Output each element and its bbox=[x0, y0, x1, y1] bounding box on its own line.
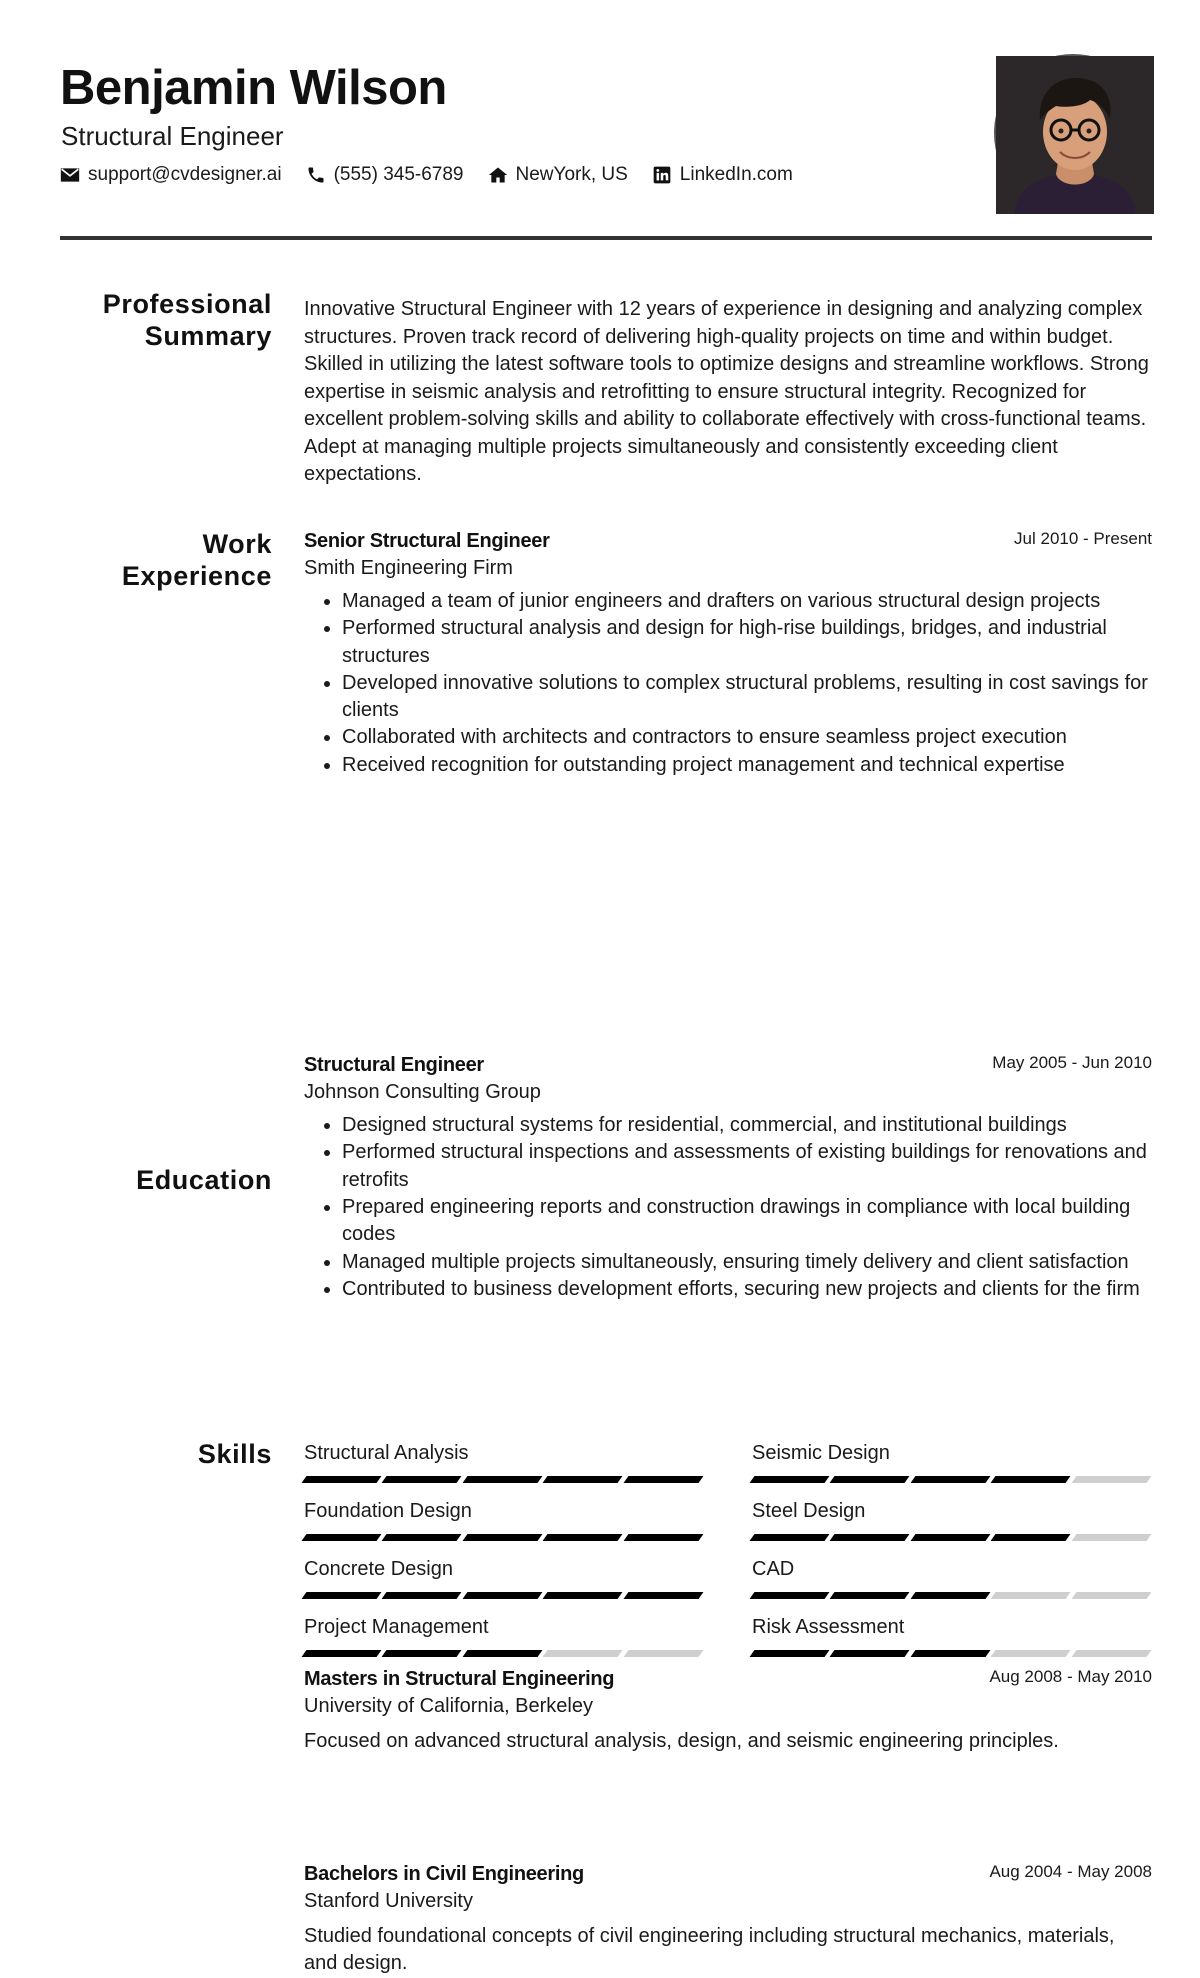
resume-header bbox=[60, 58, 1152, 238]
skill-segment-filled bbox=[830, 1476, 910, 1483]
skill-item bbox=[752, 1556, 1154, 1599]
skill-name: Seismic Design bbox=[752, 1442, 890, 1464]
skill-segment-filled bbox=[623, 1534, 703, 1541]
experience-heading-line1: Work bbox=[202, 529, 272, 559]
job-company: Smith Engineering Firm bbox=[304, 557, 513, 579]
job-bullet: • Performed structural analysis and design for high-rise buildings, bridges, and industrial structures bbox=[342, 615, 1152, 670]
contact-location bbox=[488, 164, 628, 186]
skill-level-bar bbox=[304, 1534, 706, 1541]
skill-level-bar bbox=[752, 1534, 1154, 1541]
skill-segment-empty bbox=[543, 1650, 623, 1657]
skill-segment-filled bbox=[830, 1592, 910, 1599]
skill-segment-empty bbox=[1071, 1592, 1151, 1599]
job-dates: Jul 2010 - Present bbox=[1014, 529, 1152, 548]
skill-segment-filled bbox=[302, 1476, 382, 1483]
skill-segment-empty bbox=[623, 1650, 703, 1657]
job-bullet: • Performed structural inspections and assessments of existing buildings for renovations and retrofits bbox=[342, 1139, 1152, 1194]
skill-name: Steel Design bbox=[752, 1500, 866, 1522]
skill-segment-filled bbox=[462, 1534, 542, 1541]
skill-item bbox=[304, 1498, 706, 1541]
profile-photo bbox=[994, 54, 1152, 212]
job-bullet: • Prepared engineering reports and construction drawings in compliance with local building codes bbox=[342, 1194, 1152, 1249]
summary-heading-line1: Professional bbox=[102, 289, 272, 319]
skill-level-bar bbox=[752, 1650, 1154, 1657]
location-text: NewYork, US bbox=[515, 164, 628, 185]
job-bullet: • Contributed to business development efforts, securing new projects and clients for the firm bbox=[342, 1276, 1152, 1303]
skill-segment-filled bbox=[302, 1650, 382, 1657]
skill-segment-filled bbox=[830, 1534, 910, 1541]
candidate-name: Benjamin Wilson bbox=[60, 61, 447, 115]
school-name: Stanford University bbox=[304, 1889, 473, 1912]
education-heading: Education bbox=[136, 1165, 272, 1195]
skill-name: CAD bbox=[752, 1558, 795, 1580]
job-bullets bbox=[304, 1112, 1152, 1303]
skill-segment-filled bbox=[623, 1476, 703, 1483]
candidate-title: Structural Engineer bbox=[61, 121, 284, 151]
education-description: Studied foundational concepts of civil engineering including structural mechanics, materials, and design. bbox=[304, 1924, 1115, 1975]
experience-heading-line2: Experience bbox=[121, 561, 272, 591]
skill-item bbox=[304, 1556, 706, 1599]
skill-segment-filled bbox=[750, 1476, 830, 1483]
skill-segment-filled bbox=[302, 1592, 382, 1599]
skill-item bbox=[304, 1614, 706, 1657]
skill-segment-filled bbox=[462, 1592, 542, 1599]
skill-segment-filled bbox=[910, 1650, 990, 1657]
header-divider bbox=[60, 236, 1152, 240]
avatar-illustration bbox=[996, 56, 1154, 214]
email-text[interactable]: support@cvdesigner.ai bbox=[88, 164, 282, 185]
skill-name: Project Management bbox=[304, 1616, 489, 1638]
skill-segment-empty bbox=[1071, 1650, 1151, 1657]
skill-segment-filled bbox=[382, 1592, 462, 1599]
education-entry bbox=[304, 1666, 1152, 1756]
skill-segment-filled bbox=[910, 1534, 990, 1541]
skill-segment-filled bbox=[543, 1592, 623, 1599]
summary-heading bbox=[60, 288, 272, 352]
skill-level-bar bbox=[752, 1476, 1154, 1483]
degree-title: Bachelors in Civil Engineering bbox=[304, 1862, 584, 1885]
skill-segment-empty bbox=[991, 1650, 1071, 1657]
skill-segment-filled bbox=[750, 1650, 830, 1657]
skill-segment-filled bbox=[382, 1534, 462, 1541]
job-bullet: • Designed structural systems for residential, commercial, and institutional buildings bbox=[342, 1112, 1152, 1139]
linkedin-icon bbox=[652, 165, 672, 185]
summary-heading-line2: Summary bbox=[144, 321, 272, 351]
skill-segment-empty bbox=[1071, 1476, 1151, 1483]
skill-segment-filled bbox=[830, 1650, 910, 1657]
skill-name: Concrete Design bbox=[304, 1558, 453, 1580]
skill-segment-filled bbox=[623, 1592, 703, 1599]
job-title: Senior Structural Engineer bbox=[304, 530, 550, 552]
skill-segment-filled bbox=[462, 1476, 542, 1483]
experience-heading bbox=[60, 528, 272, 592]
skill-segment-empty bbox=[1071, 1534, 1151, 1541]
skill-segment-filled bbox=[382, 1476, 462, 1483]
skill-segment-filled bbox=[991, 1534, 1071, 1541]
skill-segment-filled bbox=[543, 1534, 623, 1541]
education-dates: Aug 2004 - May 2008 bbox=[989, 1861, 1152, 1881]
skill-level-bar bbox=[304, 1476, 706, 1483]
job-entry bbox=[304, 1052, 1152, 1303]
skills-heading: Skills bbox=[197, 1439, 272, 1469]
contact-phone[interactable] bbox=[306, 164, 464, 186]
job-bullet: • Managed a team of junior engineers and drafters on various structural design projects bbox=[342, 588, 1152, 615]
skill-segment-filled bbox=[543, 1476, 623, 1483]
skill-level-bar bbox=[752, 1592, 1154, 1599]
education-entry bbox=[304, 1861, 1152, 1978]
skill-item bbox=[752, 1440, 1154, 1483]
skill-segment-filled bbox=[910, 1592, 990, 1599]
skill-segment-filled bbox=[910, 1476, 990, 1483]
education-description: Focused on advanced structural analysis, design, and seismic engineering principles. bbox=[304, 1730, 1059, 1753]
linkedin-text[interactable]: LinkedIn.com bbox=[679, 164, 793, 185]
skill-item bbox=[304, 1440, 706, 1483]
skill-segment-empty bbox=[991, 1592, 1071, 1599]
skill-segment-filled bbox=[991, 1476, 1071, 1483]
skill-segment-filled bbox=[382, 1650, 462, 1657]
degree-title: Masters in Structural Engineering bbox=[304, 1668, 615, 1691]
job-bullet: • Received recognition for outstanding project management and technical expertise bbox=[342, 752, 1152, 779]
education-dates: Aug 2008 - May 2010 bbox=[989, 1667, 1152, 1687]
phone-text[interactable]: (555) 345-6789 bbox=[333, 164, 464, 185]
skill-level-bar bbox=[304, 1592, 706, 1599]
contact-email[interactable] bbox=[60, 164, 282, 186]
skill-name: Structural Analysis bbox=[304, 1442, 469, 1464]
skill-segment-filled bbox=[750, 1592, 830, 1599]
skill-name: Risk Assessment bbox=[752, 1616, 905, 1638]
job-title: Structural Engineer bbox=[304, 1054, 484, 1077]
skill-level-bar bbox=[304, 1650, 706, 1657]
job-bullet: • Developed innovative solutions to complex structural problems, resulting in cost savings for clients bbox=[342, 670, 1152, 725]
skill-name: Foundation Design bbox=[304, 1500, 472, 1522]
skill-segment-filled bbox=[750, 1534, 830, 1541]
job-bullet: • Managed multiple projects simultaneously, ensuring timely delivery and client satisfaction bbox=[342, 1249, 1152, 1276]
school-name: University of California, Berkeley bbox=[304, 1695, 593, 1718]
summary-text: Innovative Structural Engineer with 12 years of experience in designing and analyzing complex structures. Proven track record of delivering high-quality projects on time and within budget. Skilled in utilizing the latest software tools to optimize designs and streamline workflows. Strong expertise in seismic analysis and retrofitting to ensure structural integrity. Recognized for excellent problem-solving skills and ability to collaborate effectively with cross-functional teams. Adept at managing multiple projects simultaneously and consistently exceeding client expectations. bbox=[304, 298, 1149, 485]
job-entry bbox=[304, 528, 1152, 779]
skill-segment-filled bbox=[302, 1534, 382, 1541]
envelope-icon bbox=[60, 165, 80, 185]
contact-linkedin[interactable] bbox=[652, 164, 793, 186]
job-company: Johnson Consulting Group bbox=[304, 1081, 541, 1104]
job-bullet: • Collaborated with architects and contractors to ensure seamless project execution bbox=[342, 724, 1152, 751]
skill-item bbox=[752, 1614, 1154, 1657]
home-icon bbox=[488, 165, 508, 185]
contact-row bbox=[60, 164, 817, 186]
phone-icon bbox=[306, 165, 326, 185]
skill-item bbox=[752, 1498, 1154, 1541]
job-dates: May 2005 - Jun 2010 bbox=[992, 1053, 1152, 1073]
job-bullets bbox=[304, 588, 1152, 779]
skill-segment-filled bbox=[462, 1650, 542, 1657]
